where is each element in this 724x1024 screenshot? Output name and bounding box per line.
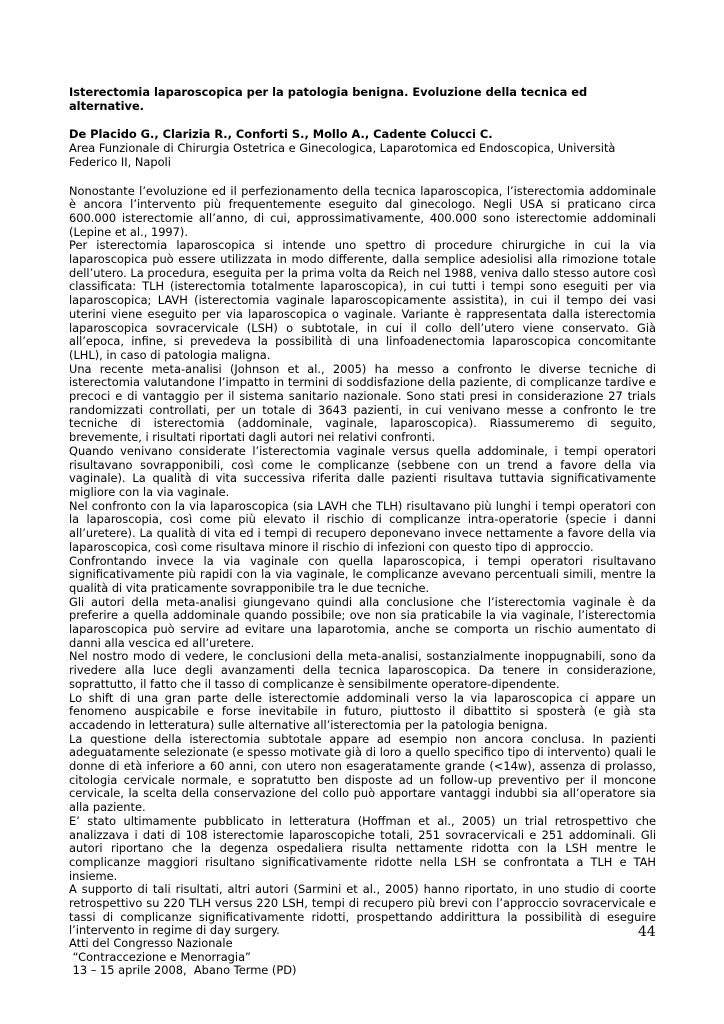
conference-footer	[69, 937, 296, 978]
author-affiliation: Area Funzionale di Chirurgia Ostetrica e Ginecologica, Laparotomica ed Endoscopica, Università Federico II, Napoli	[69, 141, 616, 169]
page-number: 44	[638, 924, 656, 940]
body-paragraph: Nel nostro modo di vedere, le conclusioni della meta-analisi, sostanzialmente inoppugnabili, sono da rivedere alla luce degli avanzamenti della tecnica laparoscopica. Da tenere in considerazione, soprattutto, il fatto che il tasso di complicanze è sensibilmente operatore-dipendente.	[69, 649, 656, 691]
footer-line-conference: Atti del Congresso Nazionale	[69, 936, 233, 950]
body-paragraph: E’ stato ultimamente pubblicato in letteratura (Hoffman et al., 2005) un trial retrospettivo che analizzava i dati di 108 isterectomie laparoscopiche totali, 251 sovracervicali e 251 addominali. Gli autori riportano che la degenza ospedaliera risulta nettamente ridotta con la LSH mentre le complicanze maggiori risultano significativamente ridotte nella LSH se confrontata a TLH e TAH insieme.	[69, 813, 656, 883]
body-paragraph: Nel confronto con la via laparoscopica (sia LAVH che TLH) risultavano più lunghi i tempi operatori con la laparoscopia, così come più elevato il rischio di complicanze intra-operatorie (specie i danni all’uretere). La qualità di vita ed i tempi di recupero deponevano invece nettamente a favore della via laparoscopica, così come risultava minore il rischio di infezioni con questo tipo di approccio.	[69, 498, 656, 554]
body-paragraph: Nonostante l’evoluzione ed il perfezionamento della tecnica laparoscopica, l’isterectomia addominale è ancora l’intervento più frequentemente eseguito dal ginecologo. Negli USA si praticano circa 600.000 isterectomie all’anno, di cui, approssimativamente, 400.000 sono isterectomie addominali (Lepine et al., 1997).	[69, 183, 656, 239]
body-paragraph: Una recente meta-analisi (Johnson et al., 2005) ha messo a confronto le diverse tecniche di isterectomia valutandone l’impatto in termini di soddisfazione della paziente, di complicanze tardive e precoci e di vantaggio per il sistema sanitario nazionale. Sono stati presi in considerazione 27 trials randomizzati controllati, per un totale di 3643 pazienti, in cui venivano messe a confronto le tre tecniche di isterectomia (addominale, vaginale, laparoscopica). Riassumeremo di seguito, brevemente, i risultati riportati dagli autori nei relativi confronti.	[69, 361, 656, 445]
body-paragraph: La questione della isterectomia subtotale appare ad esempio non ancora conclusa. In pazienti adeguatamente selezionate (e spesso motivate già di loro a quello specifico tipo di intervento) quali le donne di età inferiore a 60 anni, con utero non esageratamente grande (<14w), assenza di prolasso, citologia cervicale normale, e sopratutto ben disposte ad un follow-up preventivo per il moncone cervicale, la scelta della conservazione del collo può apportare vantaggi indubbi sia all’operatore sia alla paziente.	[69, 731, 656, 815]
body-paragraph: Confrontando invece la via vaginale con quella laparoscopica, i tempi operatori risultavano significativamente più rapidi con la via vaginale, le complicanze avevano percentuali simili, mentre la qualità di vita praticamente sovrapponibile tra le due tecniche.	[69, 553, 656, 595]
body-paragraph: Gli autori della meta-analisi giungevano quindi alla conclusione che l’isterectomia vaginale è da preferire a quella addominale quando possibile; ove non sia praticabile la via vaginale, l’isterectomia laparoscopica può servire ad evitare una laparotomia, anche se comporta un rischio aumentato di danni alla vescica ed all’uretere.	[69, 594, 656, 650]
article-title: Isterectomia laparoscopica per la patologia benigna. Evoluzione della tecnica ed alternative.	[69, 85, 588, 113]
author-list: De Placido G., Clarizia R., Conforti S., Mollo A., Cadente Colucci C.	[69, 127, 493, 142]
footer-line-dates: 13 – 15 aprile 2008, Abano Terme (PD)	[69, 963, 297, 978]
body-paragraph: A supporto di tali risultati, altri autori (Sarmini et al., 2005) hanno riportato, in uno studio di coorte retrospettivo su 220 TLH versus 220 LSH, tempi di recupero più brevi con l’approccio sovracervicale e tassi di complicanze significativamente ridotti, prospettando addirittura la possibilità di eseguire l’intervento in regime di day surgery.	[69, 882, 656, 938]
footer-line-theme: “Contraccezione e Menorragia”	[69, 949, 251, 964]
body-paragraph: Lo shift di una gran parte delle isterectomie addominali verso la via laparoscopica ci appare un fenomeno auspicabile e forse inevitabile in futuro, piuttosto il dibattito si sposterà (e già sta accadendo in letteratura) sulle alternative all’isterectomia per la patologia benigna.	[69, 690, 656, 732]
body-paragraph: Per isterectomia laparoscopica si intende uno spettro di procedure chirurgiche in cui la via laparoscopica può essere utilizzata in modo differente, dalla semplice adesiolisi alla rimozione totale dell’utero. La procedura, eseguita per la prima volta da Reich nel 1988, veniva dallo stesso autore così classificata: TLH (isterectomia totalmente laparoscopica), in cui tutti i tempi sono eseguiti per via laparoscopica; LAVH (isterectomia vaginale laparoscopicamente assistita), in cui il tempo dei vasi uterini viene eseguito per via laparoscopica o vaginale. Variante è rappresentata dalla isterectomia laparoscopica sovracervicale (LSH) o subtotale, in cui il collo dell’utero viene conservato. Già all’epoca, infine, si prevedeva la possibilità di una linfoadenectomia laparoscopica concomitante (LHL), in caso di patologia maligna.	[69, 238, 656, 362]
article-body	[69, 86, 656, 938]
body-paragraph: Quando venivano considerate l’isterectomia vaginale versus quella addominale, i tempi operatori risultavano sovrapponibili, così come le complicanze (sebbene con un trend a favore della via vaginale). La qualità di vita successiva riferita dalle pazienti risultava tuttavia significativamente migliore con la via vaginale.	[69, 443, 656, 499]
